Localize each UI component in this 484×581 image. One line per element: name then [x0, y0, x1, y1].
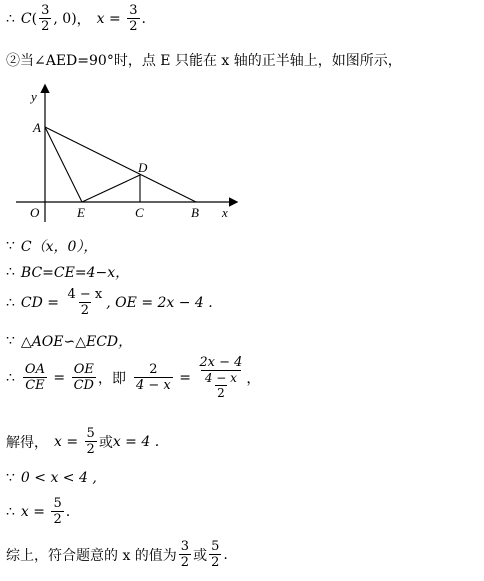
segment-ed — [82, 175, 140, 202]
text: 或 — [193, 547, 208, 564]
label-y: y — [31, 89, 37, 104]
numerator: OE — [73, 362, 94, 377]
case-statement: ②当∠AED=90°时，点 E 只能在 x 轴的正半轴上，如图所示， — [6, 53, 402, 69]
var-x: x — [54, 433, 62, 450]
numerator: 5 — [86, 426, 95, 441]
numerator: 2 — [149, 362, 158, 377]
because-symbol: ∵ — [6, 470, 15, 486]
denominator: 4 − x — [135, 378, 171, 393]
text: , OE = 2x − 4 . — [106, 294, 213, 311]
numerator: 4 − x — [67, 287, 103, 302]
equals: = — [28, 503, 50, 520]
text: C（x，0）， — [20, 239, 98, 255]
period: . — [223, 546, 228, 563]
period: . — [141, 10, 146, 27]
paren: ( — [31, 10, 38, 27]
text: CD — [20, 294, 43, 311]
equals: = — [48, 369, 70, 386]
denominator: 2 — [129, 19, 138, 34]
numerator: 5 — [53, 496, 62, 511]
label-x: x — [222, 205, 228, 220]
text: 解得， — [6, 434, 48, 451]
numerator: OA — [24, 362, 45, 377]
fraction — [197, 356, 244, 399]
line-5 — [6, 288, 213, 317]
fraction — [39, 4, 51, 33]
therefore-symbol: ∴ — [6, 503, 15, 520]
line-2 — [6, 50, 402, 70]
fraction — [134, 363, 173, 392]
line-4 — [6, 262, 129, 282]
label-d: D — [138, 160, 148, 175]
denominator: CD — [73, 378, 94, 393]
text: ，即 — [97, 370, 126, 387]
text: ， — [76, 11, 91, 28]
numerator: 2x − 4 — [199, 355, 243, 370]
text: x = 4 . — [112, 433, 160, 450]
because-symbol: ∵ — [6, 238, 15, 254]
fraction — [66, 288, 105, 317]
numerator: 3 — [129, 3, 138, 18]
fraction — [179, 540, 191, 569]
denominator: 2 — [180, 555, 190, 570]
denominator: 2 — [217, 386, 225, 400]
fraction — [85, 427, 97, 456]
text: , 0) — [53, 10, 77, 27]
geometry-figure — [14, 80, 254, 225]
equals: = — [42, 294, 64, 311]
denominator: CE — [25, 378, 45, 393]
numerator: 4 − x — [204, 371, 237, 385]
inner-fraction — [203, 372, 239, 399]
therefore-symbol: ∴ — [6, 264, 15, 280]
conclusion-text: 综上，符合题意的 x 的值为 — [6, 547, 177, 564]
therefore-symbol: ∴ — [6, 10, 15, 27]
text: ， — [246, 370, 261, 387]
label-a: A — [33, 120, 41, 135]
line-8 — [6, 427, 159, 456]
denominator: 2 — [41, 19, 50, 34]
line-7 — [6, 356, 260, 399]
segment-ab — [45, 127, 196, 202]
segment-ae — [45, 127, 82, 202]
fraction — [23, 363, 47, 392]
line-1 — [6, 4, 146, 33]
denominator: 2 — [86, 442, 95, 457]
equals: = — [104, 10, 126, 27]
line-11 — [6, 540, 228, 569]
line-9 — [6, 470, 97, 486]
denominator: 2 — [211, 555, 220, 570]
fraction — [209, 540, 221, 569]
fraction — [127, 4, 139, 33]
line-6 — [6, 331, 132, 351]
because-symbol: ∵ — [6, 333, 15, 349]
point-c: C — [20, 10, 32, 27]
equals: = — [174, 369, 196, 386]
denominator: 2 — [53, 512, 62, 527]
fraction — [51, 497, 63, 526]
text: △AOE∽△ECD， — [20, 334, 133, 350]
label-e: E — [77, 205, 85, 220]
denominator: 2 — [80, 303, 90, 318]
fraction — [72, 363, 96, 392]
therefore-symbol: ∴ — [6, 369, 15, 386]
text: 0 < x < 4 , — [20, 470, 97, 486]
equals: = — [61, 433, 83, 450]
label-b: B — [191, 205, 199, 220]
line-3 — [6, 236, 97, 256]
numerator: 3 — [41, 3, 50, 18]
label-o: O — [30, 205, 40, 220]
text: BC=CE=4−x， — [20, 265, 130, 281]
label-c: C — [135, 205, 144, 220]
compound-denominator — [201, 370, 241, 399]
period: . — [65, 503, 71, 520]
line-10 — [6, 497, 70, 526]
numerator: 5 — [211, 539, 220, 554]
numerator: 3 — [180, 539, 190, 554]
var-x: x — [20, 503, 29, 520]
therefore-symbol: ∴ — [6, 294, 15, 311]
text: 或 — [98, 434, 113, 451]
var-x: x — [96, 10, 105, 27]
